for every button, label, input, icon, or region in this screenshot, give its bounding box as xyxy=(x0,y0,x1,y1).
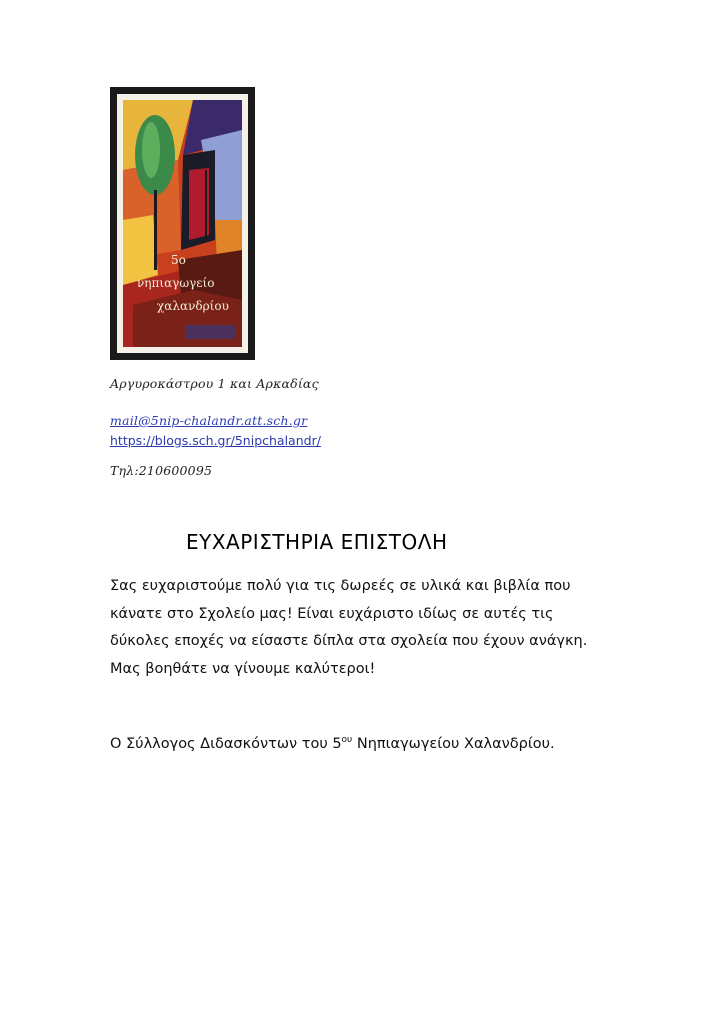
logo-painting xyxy=(123,100,242,347)
logo-text-town: χαλανδρίου xyxy=(157,299,229,313)
school-logo xyxy=(110,87,255,360)
blog-link[interactable]: https://blogs.sch.gr/5nipchalandr/ xyxy=(110,433,321,448)
phone-number: Τηλ:210600095 xyxy=(110,463,213,478)
logo-text-kindergarten: νηπιαγωγείο xyxy=(137,276,215,290)
logo-text-number: 5ο xyxy=(171,253,186,267)
letter-line: Σας ευχαριστούμε πολύ για τις δωρεές σε υλικά και βιβλία που xyxy=(110,578,571,594)
school-address: Αργυροκάστρου 1 και Αρκαδίας xyxy=(110,376,319,391)
letter-line: κάνατε στο Σχολείο μας! Είναι ευχάριστο ιδίως σε αυτές τις xyxy=(110,605,554,622)
letter-signature xyxy=(110,735,555,752)
email-link[interactable]: mail@5nip-chalandr.att.sch.gr xyxy=(110,413,308,428)
signature-text-end: Νηπιαγωγείου Χαλανδρίου. xyxy=(352,736,555,752)
letter-line: δύκολες εποχές να είσαστε δίπλα στα σχολεία που έχουν ανάγκη. xyxy=(110,633,588,649)
letter-title: ΕΥΧΑΡΙΣΤΗΡΙΑ ΕΠΙΣΤΟΛΗ xyxy=(186,530,448,554)
signature-ordinal: ου xyxy=(341,735,353,745)
letter-body xyxy=(110,573,630,683)
logo-mat xyxy=(117,94,248,353)
signature-text-start: Ο Σύλλογος Διδασκόντων του 5 xyxy=(110,736,342,752)
letter-line: Μας βοηθάτε να γίνουμε καλύτεροι! xyxy=(110,660,376,677)
